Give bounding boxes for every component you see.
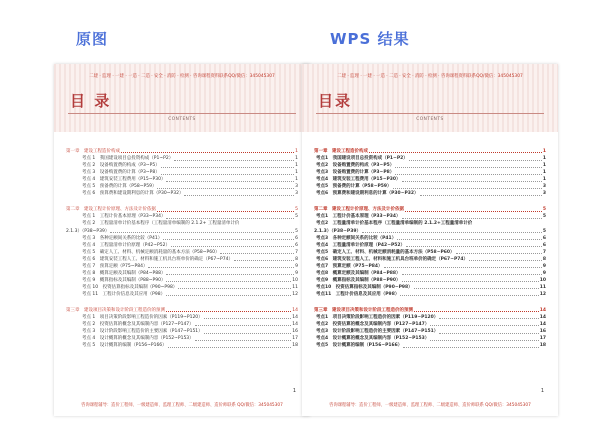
toc-entry-label: 考点 5 预备费的计算（P58~P59） [82,184,157,190]
toc-dot-leader [110,232,294,233]
page-number: 1 [292,388,296,394]
toc-entry-label: 考点 5 设计概算的编制（P156~P166） [82,343,167,349]
toc-spacer [314,298,546,307]
toc-entry-page: 7 [542,249,546,255]
toc-entry-page: 10 [539,277,546,283]
toc-entry-page: 9 [542,263,546,269]
toc-entry-page: 6 [295,235,298,241]
toc-entry-label: 考点3 各种定额间关系的比较（P41） [316,235,397,241]
toc-entry-page: 6 [295,242,298,248]
toc-dot-leader [171,246,294,247]
toc-dot-leader [469,260,542,261]
toc-dot-leader [384,267,542,268]
toc-entry-page: 5 [295,214,298,220]
toc-entry-label: 考点 1 工程计价基本原理（P33~P34） [82,214,166,220]
toc-section-entry[interactable] [66,277,298,284]
toc-section-entry[interactable] [66,183,298,190]
toc-entry-label: 考点3 设计阶段影响工程造价的主要因素（P147~P151） [316,329,439,335]
toc-dot-leader [409,160,542,161]
toc-dot-leader [395,174,542,175]
toc-section-entry[interactable] [314,249,546,256]
toc-section-entry[interactable] [66,249,298,256]
toc-chapter-entry[interactable] [314,148,546,155]
title-divider [68,113,296,114]
toc-dot-leader [405,211,542,212]
toc-entry-page: 16 [292,329,298,335]
toc-entry-label: 考点 8 概算定额及其编制（P84~P88） [82,270,166,276]
toc-entry-page: 17 [292,336,298,342]
toc-entry-page: 5 [295,228,298,234]
toc-dot-leader [195,340,292,341]
toc-section-entry[interactable] [66,155,298,162]
toc-dot-leader [395,167,542,168]
toc-subtitle: CONTENTS [416,117,444,122]
toc-entry-page: 3 [542,191,546,197]
toc-entry-page: 14 [539,315,546,321]
toc-entry-page: 11 [539,284,546,290]
toc-dot-leader [178,288,291,289]
toc-spacer [66,197,298,206]
toc-section-entry[interactable] [66,263,298,270]
toc-dot-leader [166,295,291,296]
toc-entry-page: 5 [542,214,546,220]
toc-section-entry[interactable] [314,190,546,197]
toc-entry-label: 考点6 预算费和建设期利息的计算（P30~P32） [316,191,419,197]
toc-dot-leader [195,325,292,326]
toc-entry-page: 11 [292,284,298,290]
toc-entry-label: 考点 4 工程量清单计价原理（P42~P52） [82,242,170,248]
toc-entry-page: 5 [542,207,546,213]
toc-dot-leader [157,188,294,189]
toc-entry-page: 5 [295,207,298,213]
toc-entry-label: 考点7 预算定额（P75~P84） [316,263,383,269]
toc-entry-page: 5 [542,228,546,234]
toc-chapter-entry[interactable] [66,148,298,155]
toc-entry-page: 14 [292,315,298,321]
toc-entry-page: 1 [295,156,298,162]
toc-entry-label: 考点 9 概算指标及其编制（P88~P90） [82,277,166,283]
wps-document-page [302,64,558,416]
toc-section-entry[interactable] [66,176,298,183]
toc-entry-page: 9 [295,263,298,269]
toc-list [314,148,546,349]
toc-section-entry[interactable] [66,169,298,176]
toc-entry-label: 考点6 建筑安装工程人工、材料和施工机具台班单价的确定（P67~P74） [316,256,469,262]
toc-section-entry[interactable] [66,291,298,298]
toc-section-entry[interactable] [314,277,546,284]
toc-section-entry[interactable] [314,183,546,190]
header-contact-line: 二建 · 监理 · 一建 · 一造 · 二造 · 安全 · 消防 · 检测 · 咨询课程资料联系QQ/微信：345045307 [89,74,275,79]
toc-dot-leader [400,295,538,296]
toc-entry-page: 12 [539,291,546,297]
toc-entry-page: 1 [542,177,546,183]
toc-entry-page: 1 [295,170,298,176]
toc-section-entry[interactable] [314,335,546,342]
toc-section-entry[interactable] [314,213,546,220]
toc-entry-page: 14 [292,307,298,313]
toc-entry-label: 考点11 工程计价信息及其应用（P98） [316,291,400,297]
toc-section-entry[interactable] [66,162,298,169]
toc-entry-label: 考点 2 投资估算的概念及其编制内容（P127~P147） [82,322,194,328]
toc-dot-leader [439,318,538,319]
toc-entry-page: 1 [542,163,546,169]
toc-section-entry[interactable] [314,220,546,227]
toc-entry-label: 考点1 项目决策阶段影响工程造价的因素（P119~P120） [316,315,439,321]
toc-entry-label: 考点 2 工程量清单计价基本程序（工程量清单编制的 2.1.2+ 工程量清单计价 [82,221,240,227]
toc-chapter-entry[interactable] [314,206,546,213]
toc-entry-page: 14 [292,322,298,328]
toc-dot-leader [414,288,539,289]
toc-entry-label: 第三章 建设项目决策和设计阶段工程造价的预测 [66,307,165,313]
toc-entry-label: 第二章 建设工程计价原理、方法及计价依据 [314,207,404,213]
toc-section-entry[interactable] [314,169,546,176]
toc-dot-leader [393,188,542,189]
toc-section-entry[interactable] [314,321,546,328]
toc-entry-page: 8 [295,256,298,262]
title-divider [316,113,544,114]
toc-entry-label: 2.1.3）（P38~P39） [66,228,110,234]
toc-dot-leader [166,274,294,275]
toc-dot-leader [174,160,294,161]
toc-dot-leader [204,318,292,319]
toc-entry-page: 1 [295,177,298,183]
toc-entry-page: 14 [539,322,546,328]
toc-section-entry[interactable] [314,291,546,298]
toc-dot-leader [161,167,294,168]
toc-entry-label: 考点8 概算定额及其编制（P84~P88） [316,270,401,276]
toc-section-entry[interactable] [66,270,298,277]
toc-dot-leader [420,195,542,196]
toc-entry-label: 考点 4 建筑安装工程费用（P15~P30） [82,177,166,183]
toc-title: 目录 [318,92,353,110]
toc-chapter-entry[interactable] [66,307,298,314]
toc-entry-page: 3 [542,184,546,190]
toc-dot-leader [184,195,294,196]
toc-entry-page: 1 [295,163,298,169]
toc-entry-page: 9 [542,270,546,276]
toc-entry-page: 1 [542,170,546,176]
toc-spacer [314,197,546,206]
toc-dot-leader [220,253,294,254]
toc-dot-leader [148,267,294,268]
toc-entry-label: 考点 6 预算费和建设期利息的计算（P30~P32） [82,191,184,197]
toc-entry-page: 16 [539,329,546,335]
toc-section-entry[interactable] [66,256,298,263]
toc-entry-label: 考点3 设备购置费的计算（P3~P8） [316,170,395,176]
toc-entry-label: 第二章 建设工程计价原理、方法及计价依据 [66,207,156,213]
toc-dot-leader [430,340,538,341]
toc-entry-label: 考点 3 设计阶段影响工程造价的主要因素（P147~P151） [82,329,203,335]
toc-section-entry[interactable] [66,335,298,342]
toc-section-entry[interactable] [66,314,298,321]
toc-dot-leader [402,218,542,219]
wps-result-caption: WPS 结果 [330,30,410,48]
toc-entry-page: 8 [542,256,546,262]
toc-dot-leader [402,274,542,275]
toc-dot-leader [157,211,294,212]
toc-entry-label: 2.1.3）（P38~P39） [314,228,361,234]
toc-entry-page: 7 [295,249,298,255]
toc-entry-label: 考点9 概算指标及其编制（P88~P90） [316,277,401,283]
toc-entry-label: 考点4 建筑安装工程费用（P15~P30） [316,177,401,183]
original-caption: 原图 [76,30,109,48]
toc-dot-leader [163,239,294,240]
toc-section-entry[interactable] [314,256,546,263]
toc-entry-label: 考点5 预备费的计算（P58~P59） [316,184,392,190]
toc-entry-label: 考点4 设计概算的概念及其编制内容（P152~P153） [316,336,430,342]
toc-dot-leader [166,281,291,282]
toc-section-entry[interactable] [66,321,298,328]
toc-section-entry[interactable] [66,342,298,349]
toc-entry-label: 考点 11 工程计价信息及其应用（P98） [82,291,166,297]
toc-title: 目 录 [70,92,112,110]
toc-entry-label: 考点 1 我国建设项目总投资构成（P1~P2） [82,156,174,162]
page-footer: 咨询课程辅导：造价工程师、一级建造师、监理工程师、二级建造师、造价师联系 QQ/微信：345045307 [329,403,531,408]
toc-entry-label: 考点2 投资估算的概念及其编制内容（P127~P147） [316,322,430,328]
toc-dot-leader [161,174,294,175]
toc-entry-page: 1 [542,149,546,155]
toc-entry-label: 考点 3 各种定额间关系的比较（P41） [82,235,163,241]
toc-section-entry[interactable] [314,176,546,183]
toc-entry-page: 14 [539,307,546,313]
toc-entry-label: 第一章 建设工程造价构成 [66,149,120,155]
toc-entry-label: 考点 10 投资估算指标及其编制（P90~P98） [82,284,178,290]
toc-dot-leader [166,181,294,182]
toc-chapter-entry[interactable] [66,206,298,213]
toc-entry-page: 6 [542,242,546,248]
toc-entry-label: 考点1 我国建设项目总投资构成（P1~P2） [316,156,408,162]
toc-entry-label: 考点 5 确定人工、材料、机械定额消耗量的基本方法（P58~P60） [82,249,220,255]
original-document-page [54,64,310,416]
toc-dot-leader [369,152,542,153]
toc-entry-page: 18 [292,343,298,349]
toc-section-entry[interactable] [314,284,546,291]
toc-section-entry[interactable] [66,213,298,220]
toc-section-entry[interactable] [66,190,298,197]
toc-list [66,148,298,349]
toc-section-entry[interactable] [314,227,546,234]
toc-section-entry[interactable] [66,242,298,249]
toc-entry-label: 考点10 投资估算指标及其编制（P90~P98） [316,284,413,290]
toc-entry-label: 考点1 工程计价基本原理（P33~P34） [316,214,401,220]
page-footer: 咨询课程辅导：造价工程师、一级建造师、监理工程师、二级建造师、造价师联系 QQ/微信：345045307 [81,403,283,408]
toc-section-entry[interactable] [314,270,546,277]
toc-dot-leader [362,232,542,233]
toc-section-entry[interactable] [66,227,298,234]
toc-section-entry[interactable] [66,328,298,335]
toc-dot-leader [402,281,539,282]
toc-section-entry[interactable] [66,235,298,242]
toc-entry-page: 10 [292,277,298,283]
toc-entry-label: 考点5 确定人工、材料、机械定额消耗量的基本方法（P58~P60） [316,249,455,255]
toc-dot-leader [121,152,294,153]
toc-entry-label: 考点5 设计概算的编制（P156~P166） [316,343,403,349]
toc-entry-page: 1 [295,149,298,155]
toc-entry-page: 18 [539,343,546,349]
toc-dot-leader [204,333,292,334]
toc-entry-label: 考点 3 设备购置费的计算（P3~P8） [82,170,160,176]
toc-entry-page: 9 [295,270,298,276]
toc-dot-leader [439,333,538,334]
header-contact-line: 二建 · 监理 · 一建 · 一造 · 二造 · 安全 · 消防 · 检测 · 咨询课程资料联系QQ/微信：345045307 [337,74,523,79]
toc-entry-label: 考点 4 设计概算的概念及其编制内容（P152~P153） [82,336,194,342]
toc-section-entry[interactable] [314,328,546,335]
toc-section-entry[interactable] [66,284,298,291]
toc-dot-leader [430,325,538,326]
toc-section-entry[interactable] [66,220,298,227]
toc-dot-leader [168,347,292,348]
toc-dot-leader [414,311,539,312]
toc-entry-page: 12 [292,291,298,297]
toc-dot-leader [166,218,294,219]
toc-chapter-entry[interactable] [314,307,546,314]
toc-dot-leader [397,239,542,240]
toc-entry-page: 3 [295,184,298,190]
toc-dot-leader [234,260,294,261]
toc-dot-leader [402,181,542,182]
toc-entry-label: 第三章 建设项目决策和设计阶段工程造价的预测 [314,307,413,313]
toc-subtitle: CONTENTS [168,117,196,122]
page-number: 1 [540,388,544,394]
toc-section-entry[interactable] [314,242,546,249]
toc-section-entry[interactable] [314,155,546,162]
toc-section-entry[interactable] [314,314,546,321]
toc-entry-label: 考点4 工程量清单计价原理（P42~P52） [316,242,406,248]
toc-entry-page: 6 [542,235,546,241]
toc-dot-leader [406,246,542,247]
toc-entry-page: 17 [539,336,546,342]
toc-section-entry[interactable] [314,162,546,169]
toc-entry-label: 考点2 工程量清单计价基本程序（工程量清单编制的 2.1.2+工程量清单计价 [316,221,473,227]
toc-dot-leader [456,253,542,254]
toc-entry-label: 考点 7 预算定额（P75~P84） [82,263,148,269]
toc-entry-label: 考点2 设备购置费的构成（P3~P5） [316,163,395,169]
toc-entry-page: 1 [542,156,546,162]
toc-entry-label: 考点 6 建筑安装工程人工、材料和施工机具台班单价的确定（P67~P74） [82,256,233,262]
toc-section-entry[interactable] [314,263,546,270]
toc-entry-page: 3 [295,191,298,197]
toc-section-entry[interactable] [314,342,546,349]
toc-entry-label: 考点 2 设备购置费的构成（P3~P5） [82,163,160,169]
toc-section-entry[interactable] [314,235,546,242]
toc-dot-leader [403,347,538,348]
toc-entry-label: 考点 1 项目决策阶段影响工程造价的因素（P119~P120） [82,315,203,321]
toc-entry-label: 第一章 建设工程造价构成 [314,149,368,155]
toc-dot-leader [166,311,291,312]
toc-spacer [66,298,298,307]
